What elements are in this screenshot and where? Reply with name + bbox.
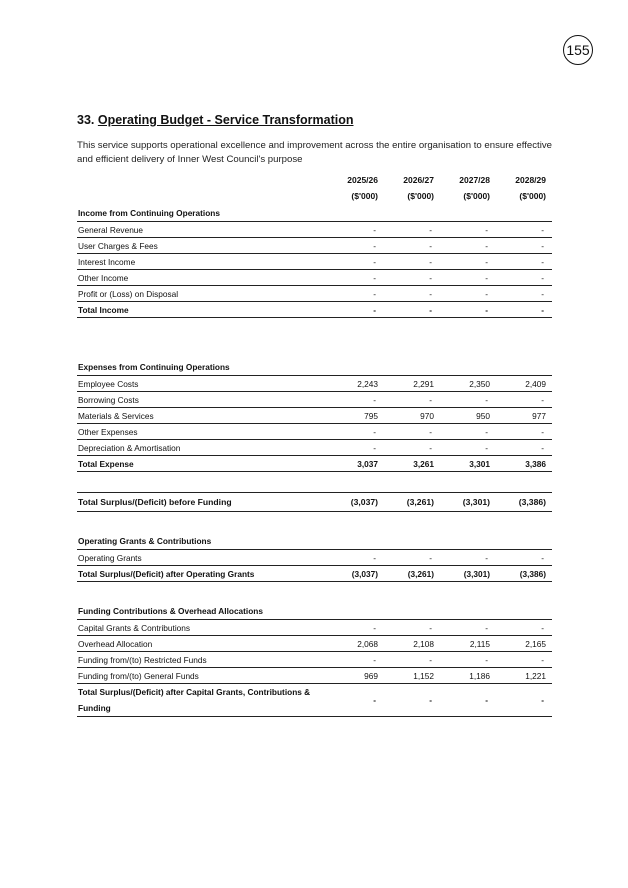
row-label: Capital Grants & Contributions [77,620,328,636]
table-row [77,408,552,424]
unit-header: ($'000) [463,191,490,201]
row-label: Operating Grants [77,550,328,566]
spacer [77,318,552,339]
row-label: General Revenue [77,222,328,238]
cell-2027-28: - [440,684,496,717]
cell-2027-28: - [440,424,496,440]
cell-2025-26: - [328,222,384,238]
funding-heading-row [77,602,552,620]
row-label: Materials & Services [77,408,328,424]
spacer-row [77,512,552,533]
cell-2025-26: 3,037 [328,456,384,472]
row-label: Total Surplus/(Deficit) after Capital Grants, Contributions & Funding [77,684,328,717]
section-heading: Income from Continuing Operations [77,204,552,222]
table-row [77,376,552,392]
cell-2027-28: (3,301) [440,493,496,512]
row-label: Employee Costs [77,376,328,392]
table-row [77,424,552,440]
table-row [77,254,552,270]
surplus-after-grants-row [77,566,552,582]
cell-2028-29: - [496,620,552,636]
cell-2025-26: 969 [328,668,384,684]
cell-2026-27: 2,108 [384,636,440,652]
page-number: 155 [563,35,593,65]
cell-2027-28: - [440,302,496,318]
operating-budget-table [77,172,552,717]
spacer [77,472,552,493]
cell-2025-26: 2,243 [328,376,384,392]
cell-2026-27: (3,261) [384,566,440,582]
section-heading: Operating Grants & Contributions [77,532,552,550]
cell-2028-29: - [496,550,552,566]
title-text: Operating Budget - Service Transformation [97,113,354,127]
section-heading: Funding Contributions & Overhead Allocations [77,602,552,620]
table-row [77,550,552,566]
cell-2026-27: - [384,270,440,286]
section-heading: Expenses from Continuing Operations [77,358,552,376]
row-label: Other Expenses [77,424,328,440]
cell-2028-29: 977 [496,408,552,424]
cell-2027-28: - [440,238,496,254]
cell-2026-27: - [384,440,440,456]
cell-2025-26: - [328,684,384,717]
cell-2025-26: (3,037) [328,493,384,512]
cell-2025-26: - [328,440,384,456]
row-label: Funding from/(to) General Funds [77,668,328,684]
cell-2026-27: 2,291 [384,376,440,392]
cell-2027-28: - [440,270,496,286]
table-row [77,440,552,456]
header-blank [77,188,328,204]
cell-2028-29: 3,386 [496,456,552,472]
expenses-heading-row [77,358,552,376]
cell-2026-27: - [384,222,440,238]
spacer [77,582,552,603]
cell-2026-27: 970 [384,408,440,424]
cell-2026-27: - [384,286,440,302]
cell-2025-26: - [328,392,384,408]
cell-2025-26: - [328,286,384,302]
unit-header: ($'000) [519,191,546,201]
cell-2025-26: - [328,424,384,440]
row-label: Total Expense [77,456,328,472]
year-header: 2028/29 [515,175,546,185]
cell-2025-26: - [328,620,384,636]
year-header: 2025/26 [347,175,378,185]
cell-2027-28: 3,301 [440,456,496,472]
row-label: Overhead Allocation [77,636,328,652]
cell-2027-28: - [440,620,496,636]
unit-header-row [77,188,552,204]
year-header-row [77,172,552,188]
section-title [77,113,353,127]
spacer-row [77,472,552,493]
spacer [77,512,552,533]
row-label: User Charges & Fees [77,238,328,254]
cell-2027-28: 1,186 [440,668,496,684]
cell-2026-27: - [384,238,440,254]
cell-2025-26: - [328,254,384,270]
cell-2026-27: 3,261 [384,456,440,472]
row-label: Interest Income [77,254,328,270]
title-number: 33. [77,113,95,127]
spacer-row [77,582,552,603]
cell-2026-27: - [384,620,440,636]
income-heading-row [77,204,552,222]
cell-2026-27: - [384,652,440,668]
year-header: 2026/27 [403,175,434,185]
cell-2026-27: (3,261) [384,493,440,512]
cell-2027-28: 950 [440,408,496,424]
table-row [77,652,552,668]
table-row [77,668,552,684]
cell-2028-29: (3,386) [496,493,552,512]
cell-2028-29: - [496,222,552,238]
table-row [77,286,552,302]
year-header: 2027/28 [459,175,490,185]
row-label: Other Income [77,270,328,286]
cell-2028-29: - [496,302,552,318]
row-label: Borrowing Costs [77,392,328,408]
unit-header: ($'000) [407,191,434,201]
cell-2028-29: 2,409 [496,376,552,392]
table-row [77,620,552,636]
cell-2026-27: 1,152 [384,668,440,684]
table-row [77,238,552,254]
cell-2027-28: (3,301) [440,566,496,582]
cell-2025-26: - [328,238,384,254]
row-label: Total Income [77,302,328,318]
row-label: Depreciation & Amortisation [77,440,328,456]
cell-2027-28: 2,350 [440,376,496,392]
cell-2025-26: - [328,652,384,668]
cell-2025-26: - [328,302,384,318]
cell-2026-27: - [384,254,440,270]
total-income-row [77,302,552,318]
cell-2026-27: - [384,392,440,408]
cell-2028-29: - [496,652,552,668]
surplus-before-funding-row [77,493,552,512]
cell-2025-26: 2,068 [328,636,384,652]
spacer [77,338,552,358]
header-blank [77,172,328,188]
row-label: Total Surplus/(Deficit) after Operating Grants [77,566,328,582]
cell-2028-29: - [496,238,552,254]
cell-2027-28: - [440,254,496,270]
grants-heading-row [77,532,552,550]
cell-2025-26: 795 [328,408,384,424]
cell-2028-29: - [496,254,552,270]
cell-2028-29: - [496,286,552,302]
cell-2028-29: - [496,392,552,408]
cell-2027-28: - [440,550,496,566]
cell-2027-28: - [440,392,496,408]
total-expense-row [77,456,552,472]
cell-2028-29: - [496,684,552,717]
spacer-row [77,338,552,358]
cell-2028-29: - [496,440,552,456]
cell-2027-28: 2,115 [440,636,496,652]
cell-2028-29: 2,165 [496,636,552,652]
table-row [77,270,552,286]
cell-2027-28: - [440,652,496,668]
cell-2028-29: (3,386) [496,566,552,582]
intro-paragraph: This service supports operational excellence and improvement across the entire organisation to ensure effective and efficient delivery of Inner West Council's purpose [77,140,552,165]
cell-2025-26: (3,037) [328,566,384,582]
cell-2025-26: - [328,270,384,286]
cell-2028-29: 1,221 [496,668,552,684]
cell-2027-28: - [440,286,496,302]
cell-2028-29: - [496,424,552,440]
cell-2026-27: - [384,684,440,717]
table-row [77,392,552,408]
cell-2026-27: - [384,424,440,440]
spacer-row [77,318,552,339]
cell-2026-27: - [384,302,440,318]
row-label: Funding from/(to) Restricted Funds [77,652,328,668]
row-label: Profit or (Loss) on Disposal [77,286,328,302]
cell-2025-26: - [328,550,384,566]
table-row [77,222,552,238]
cell-2027-28: - [440,440,496,456]
cell-2027-28: - [440,222,496,238]
unit-header: ($'000) [351,191,378,201]
surplus-after-funding-row [77,684,552,717]
cell-2028-29: - [496,270,552,286]
row-label: Total Surplus/(Deficit) before Funding [77,493,328,512]
cell-2026-27: - [384,550,440,566]
table-row [77,636,552,652]
